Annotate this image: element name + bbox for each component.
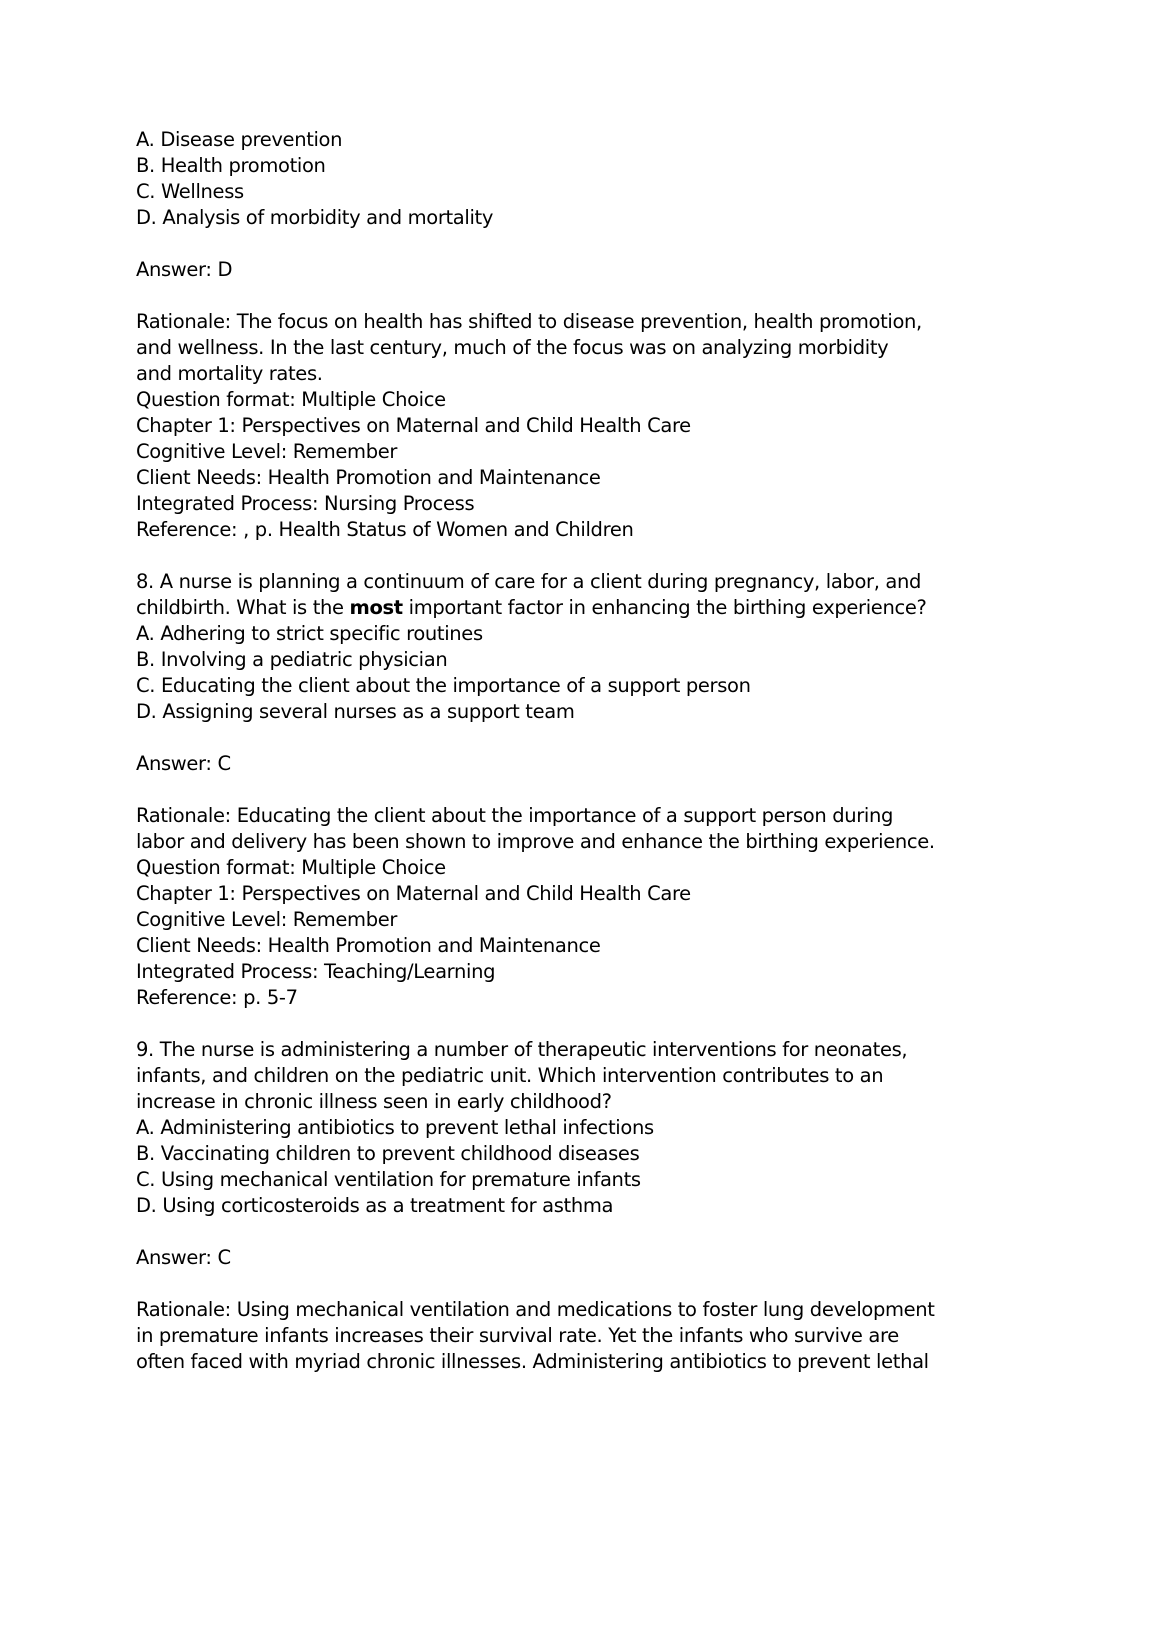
text-line: often faced with myriad chronic illnesses. Administering antibiotics to prevent lethal [136, 1350, 929, 1373]
text-line: C. Educating the client about the importance of a support person [136, 674, 751, 697]
text-line: D. Analysis of morbidity and mortality [136, 206, 494, 229]
text-line: A. Adhering to strict specific routines [136, 622, 483, 645]
text-line: D. Assigning several nurses as a support team [136, 700, 575, 723]
text-line: C. Using mechanical ventilation for premature infants [136, 1168, 641, 1191]
blank-line [136, 1011, 1036, 1037]
text-line: 8. A nurse is planning a continuum of care for a client during pregnancy, labor, and [136, 570, 922, 593]
text-line: Question format: Multiple Choice [136, 856, 446, 879]
text-line: Client Needs: Health Promotion and Maintenance [136, 934, 601, 957]
text-line: and wellness. In the last century, much of the focus was on analyzing morbidity [136, 336, 889, 359]
text-line: Client Needs: Health Promotion and Maintenance [136, 466, 601, 489]
blank-line [136, 1219, 1036, 1245]
text-line: infants, and children on the pediatric unit. Which intervention contributes to an [136, 1064, 884, 1087]
text-line: in premature infants increases their survival rate. Yet the infants who survive are [136, 1324, 899, 1347]
text-line: B. Health promotion [136, 154, 326, 177]
text-line: Question format: Multiple Choice [136, 388, 446, 411]
text-line: D. Using corticosteroids as a treatment for asthma [136, 1194, 614, 1217]
blank-line [136, 777, 1036, 803]
text-line: Reference: p. 5-7 [136, 986, 298, 1009]
text-line: Reference: , p. Health Status of Women and Children [136, 518, 634, 541]
text-line: Cognitive Level: Remember [136, 908, 398, 931]
text-line: childbirth. What is the most important factor in enhancing the birthing experience? [136, 596, 927, 619]
text-line: Integrated Process: Nursing Process [136, 492, 475, 515]
text-line: A. Disease prevention [136, 128, 343, 151]
text-line: C. Wellness [136, 180, 244, 203]
blank-line [136, 283, 1036, 309]
text-line: B. Vaccinating children to prevent childhood diseases [136, 1142, 640, 1165]
text-line: Chapter 1: Perspectives on Maternal and Child Health Care [136, 882, 691, 905]
blank-line [136, 543, 1036, 569]
text-line: labor and delivery has been shown to improve and enhance the birthing experience. [136, 830, 935, 853]
text-line: Answer: D [136, 258, 233, 281]
blank-line [136, 725, 1036, 751]
text-line: Chapter 1: Perspectives on Maternal and Child Health Care [136, 414, 691, 437]
text-line: 9. The nurse is administering a number of therapeutic interventions for neonates, [136, 1038, 908, 1061]
document-text-block [136, 127, 1036, 1375]
text-line: Cognitive Level: Remember [136, 440, 398, 463]
text-line: A. Administering antibiotics to prevent lethal infections [136, 1116, 654, 1139]
text-line: Rationale: The focus on health has shifted to disease prevention, health promotion, [136, 310, 922, 333]
text-line: Rationale: Using mechanical ventilation and medications to foster lung development [136, 1298, 935, 1321]
text-line: and mortality rates. [136, 362, 323, 385]
text-line: increase in chronic illness seen in early childhood? [136, 1090, 612, 1113]
blank-line [136, 231, 1036, 257]
text-line: Answer: C [136, 1246, 231, 1269]
text-line: Answer: C [136, 752, 231, 775]
blank-line [136, 1271, 1036, 1297]
text-line: Integrated Process: Teaching/Learning [136, 960, 496, 983]
text-line: B. Involving a pediatric physician [136, 648, 448, 671]
text-line: Rationale: Educating the client about the importance of a support person during [136, 804, 894, 827]
